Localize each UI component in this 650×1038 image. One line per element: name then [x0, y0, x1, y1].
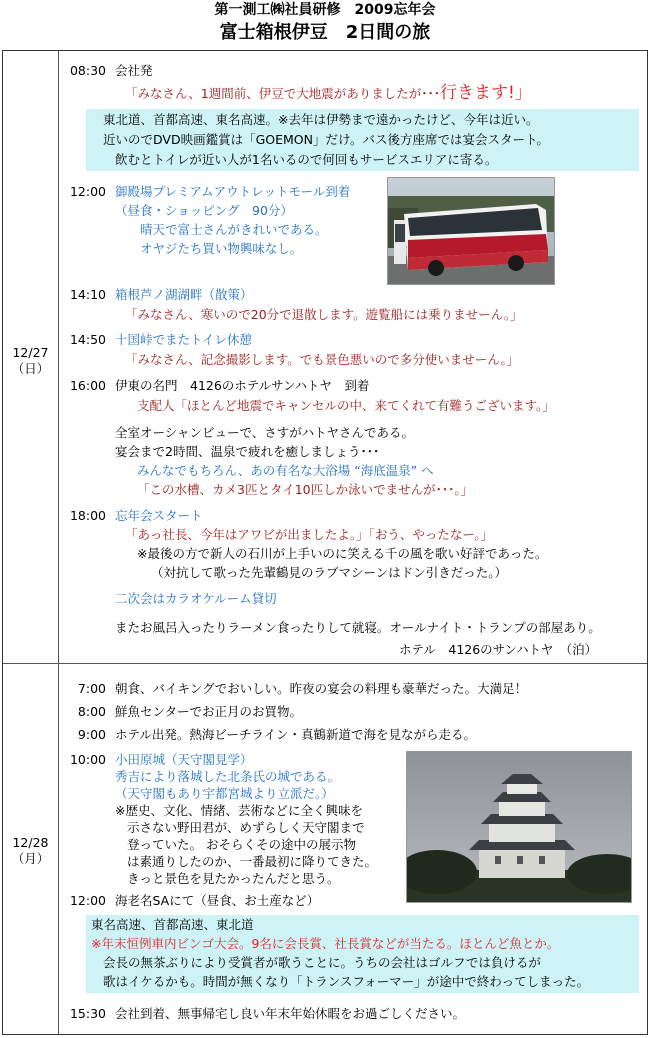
hotel-view-note: 全室オーシャンビューで、さすがハトヤさんである。 [115, 425, 415, 440]
day-divider [3, 663, 647, 664]
karaoke-bus-note-1: 会長の無茶ぶりにより受賞者が歌うことに。うちの会社はゴルフでは負けるが [103, 955, 541, 970]
day2-date: 12/28 [12, 835, 49, 850]
party-quote: 「あっ社長、今年はアワビが出ましたよ。」「おう、やったなー。」 [125, 527, 494, 542]
castle-compare: （天守閣もあり宇都宮城より立派だ。） [115, 786, 334, 801]
manager-quote: 支配人「ほとんど地震でキャンセルの中、来てくれて有難うございます。」 [137, 398, 555, 413]
time-0830: 08:30 [69, 63, 106, 78]
ashinoko-title: 箱根芦ノ湖湖畔（散策） [115, 287, 253, 302]
outlet-subtitle: （昼食・ショッピング 90分） [115, 203, 293, 218]
time-0700: 7:00 [77, 681, 106, 696]
party-note-1: ※最後の方で新人の石川が上手いのに笑える千の風を歌い好評であった。 [137, 546, 548, 561]
castle-note-1: ※歴史、文化、情緒、芸術などに全く興味を [115, 803, 363, 818]
depart-text: 会社発 [115, 63, 153, 78]
ebina-note: 海老名SAにて（昼食、お土産など） [115, 893, 320, 908]
time-1800: 18:00 [69, 508, 106, 523]
breakfast-note: 朝食、バイキングでおいしい。昨夜の宴会の料理も豪華だった。大満足！ [115, 681, 528, 696]
departure-note: ホテル出発。熱海ビーチライン・真鶴新道で海を見ながら走る。 [115, 727, 477, 742]
outlet-note-2: オヤジたち買い物興味なし。 [140, 241, 303, 256]
outlet-title: 御殿場プレミアムアウトレットモール到着 [115, 184, 351, 199]
castle-note-5: きっと景色を見たかったんだと思う。 [127, 871, 340, 886]
party-title: 忘年会スタート [115, 508, 203, 523]
kaitei-onsen-note: みんなでもちろん、あの有名な大浴場 “海底温泉” へ [137, 463, 434, 478]
bus-icon [388, 178, 555, 285]
bingo-note: ※年末恒例車内ビンゴ大会。9名に会長賞、社長賞などが当たる。ほとんど魚とか。 [91, 936, 560, 951]
quake-prefix: 「みなさん、1週間前、伊豆で大地震がありましたが･･･ [125, 86, 440, 101]
day1-weekday: （日） [11, 361, 50, 377]
karaoke-note: 二次会はカラオケルーム貸切 [115, 591, 277, 606]
time-1200-day2: 12:00 [69, 893, 106, 908]
trip-title: 富士箱根伊豆 2日間の旅 [219, 22, 431, 43]
onsen-note: 宴会まで2時間、温泉で疲れを癒しましょう･･･ [115, 444, 380, 459]
quake-emphasis: 行きます!」 [439, 83, 532, 103]
night-note: またお風呂入ったりラーメン食ったりして就寝。オールナイト・トランプの部屋あり。 [115, 620, 601, 635]
karaoke-bus-note-2: 歌はイケるかも。時間が無くなり「トランスフォーマー」が途中で終わってしまった。 [103, 974, 590, 989]
column-divider [58, 51, 59, 1034]
time-0800: 8:00 [77, 704, 106, 719]
time-1410: 14:10 [69, 287, 106, 302]
day2-date-cell [3, 835, 58, 868]
time-0900: 9:00 [77, 727, 106, 742]
event-title: 第一測工㈱社員研修 2009忘年会 [214, 2, 436, 18]
quake-announcement [125, 83, 532, 104]
castle-icon [407, 752, 632, 903]
jukkoku-quote: 「みなさん、記念撮影します。でも景色悪いので多分使いませーん。」 [125, 352, 520, 367]
castle-photo [406, 751, 632, 903]
route-line-3: 飲むとトイレが近い人が1名いるので何回もサービスエリアに寄る。 [115, 152, 498, 167]
castle-history: 秀吉により落城した北条氏の城である。 [115, 769, 341, 784]
outlet-note-1: 晴天で富士さんがきれいである。 [140, 222, 328, 237]
castle-note-3: 登っていた。 おそらくその途中の展示物 [127, 837, 356, 852]
stay-note: ホテル 4126のサンハトヤ （泊） [399, 642, 598, 657]
party-note-2: （対抗して歌った先輩鶴見のラブマシーンはドン引きだった。） [151, 565, 508, 580]
castle-note-2: 示さない野田君が、めずらしく天守閣まで [127, 820, 365, 835]
time-1600: 16:00 [69, 378, 106, 393]
day1-date: 12/27 [12, 345, 49, 360]
route-line-2: 近いのでDVD映画鑑賞は「GOEMON」だけ。バス後方座席では宴会スタート。 [103, 132, 549, 147]
ashinoko-quote: 「みなさん、寒いので20分で退散します。遊覧船には乗りませーん。」 [125, 307, 523, 322]
time-1530: 15:30 [69, 1006, 106, 1021]
route-line-1: 東北道、首都高速、東名高速。※去年は伊勢まで遠かったけど、今年は近い。 [103, 112, 539, 127]
time-1000: 10:00 [69, 752, 106, 767]
day1-date-cell [3, 345, 58, 378]
itinerary-table [2, 50, 648, 1035]
fish-market-note: 鮮魚センターでお正月のお買物。 [115, 704, 303, 719]
hotel-arrival: 伊東の名門 4126のホテルサンハトヤ 到着 [115, 378, 370, 393]
castle-note-4: は素通りしたのか、一番最初に降りてきた。 [127, 854, 378, 869]
aquarium-quote: 「この水槽、カメ3匹とタイ10匹しか泳いでませんが･･･。」 [137, 482, 474, 497]
return-route: 東名高速、首都高速、東北道 [91, 917, 254, 932]
bus-photo [387, 177, 555, 285]
castle-title: 小田原城（天守閣見学） [115, 752, 253, 767]
time-1450: 14:50 [69, 332, 106, 347]
jukkoku-title: 十国峠でまたトイレ休憩 [115, 332, 252, 347]
arrival-note: 会社到着、無事帰宅し良い年末年始休暇をお過ごしください。 [115, 1006, 466, 1021]
time-1200: 12:00 [69, 184, 106, 199]
day2-weekday: （月） [11, 851, 50, 867]
